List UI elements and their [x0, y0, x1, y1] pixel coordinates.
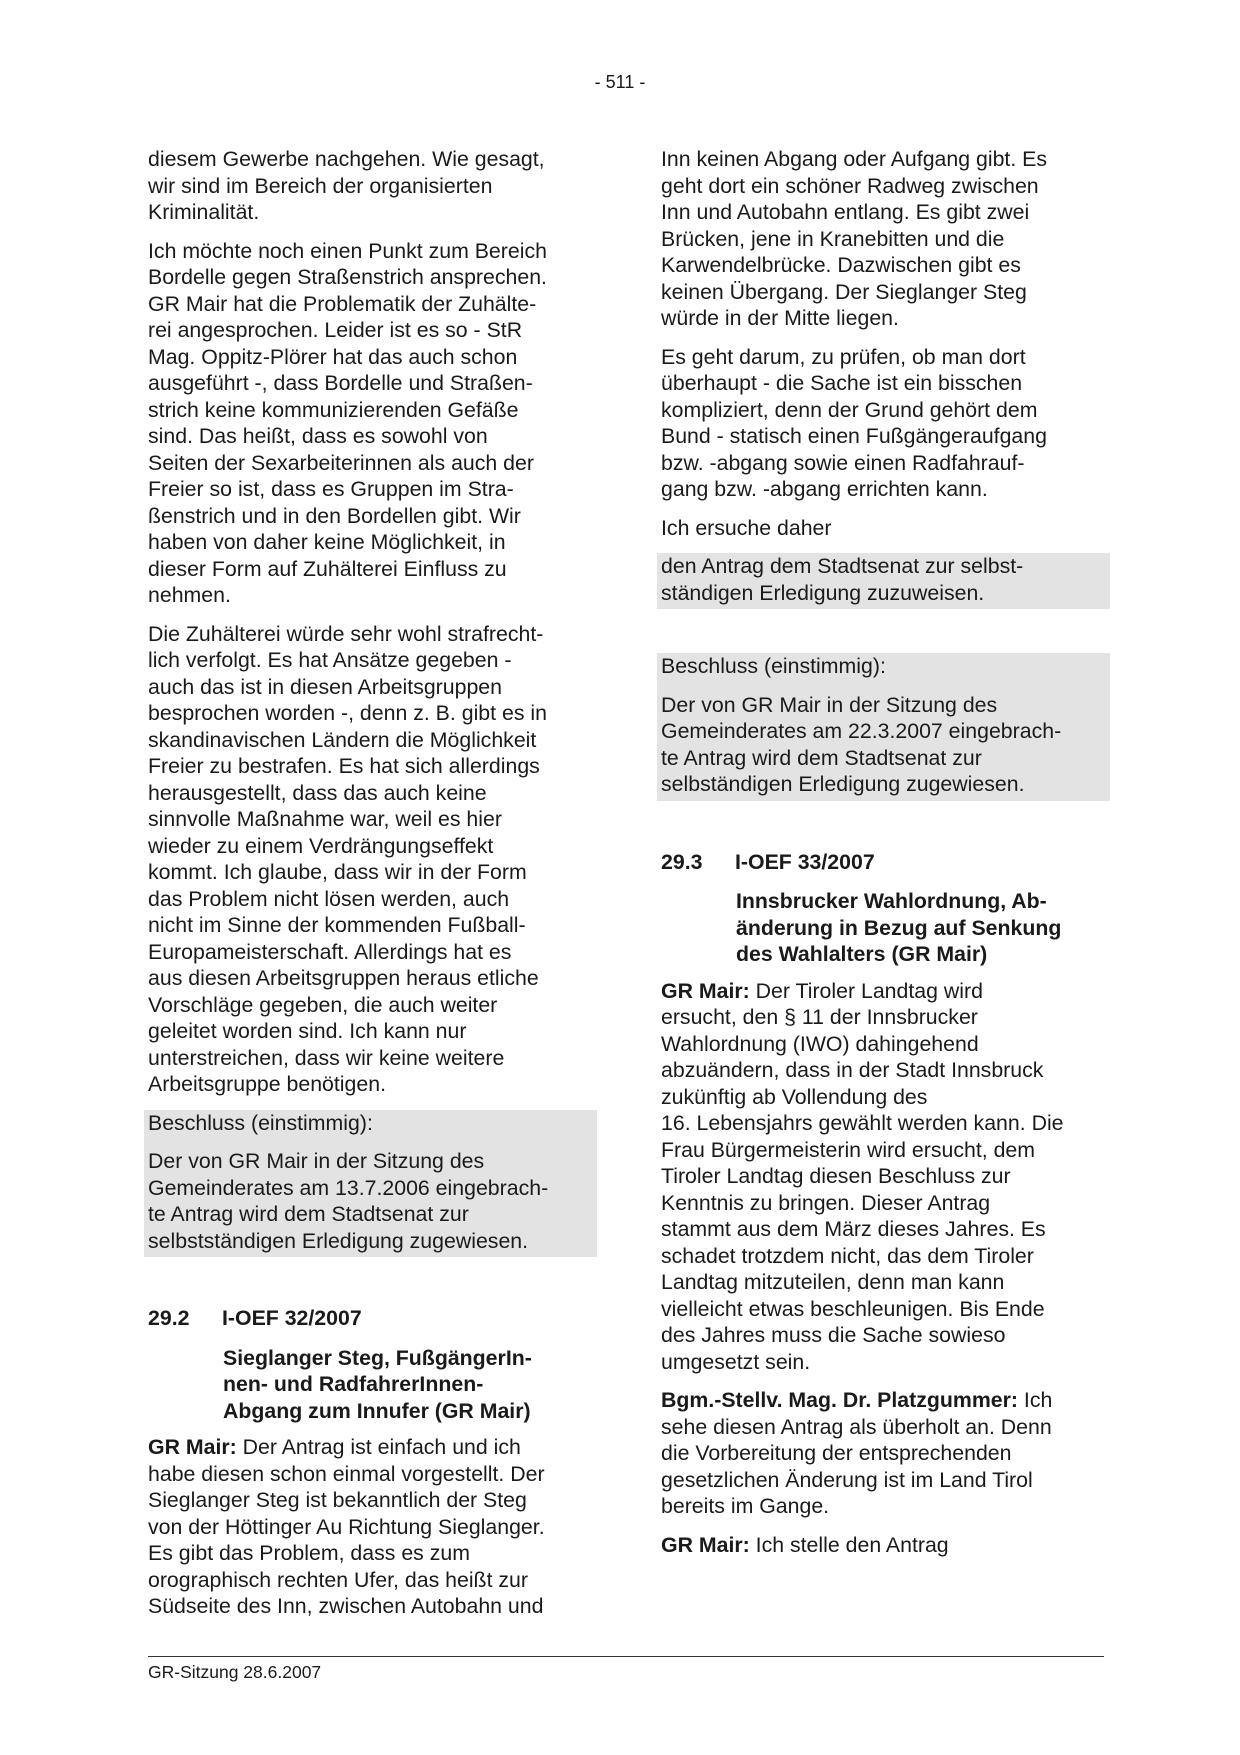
resolution-label: Beschluss (einstimmig): — [148, 1110, 373, 1135]
agenda-item-title: Innsbrucker Wahlordnung, Ab- änderung in Bezug auf Senkung des Wahlalters (GR Mair) — [736, 889, 1062, 966]
speaker-name: GR Mair: — [148, 1435, 237, 1459]
footer-text: GR-Sitzung 28.6.2007 — [148, 1662, 322, 1682]
paragraph: diesem Gewerbe nachgehen. Wie gesagt, wir sind im Bereich der organisierten Kriminalität. — [148, 147, 545, 224]
paragraph: Inn keinen Abgang oder Aufgang gibt. Es geht dort ein schöner Radweg zwischen Inn und Autobahn entlang. Es gibt zwei Brücken, jene in Kranebitten und die Karwendelbrücke. Dazwischen gibt es keinen Übergang. Der Sieglanger Steg würde in der Mitte liegen. — [661, 147, 1048, 330]
request-text: den Antrag dem Stadtsenat zur selbst- ständigen Erledigung zuzuweisen. — [661, 554, 1024, 605]
resolution-text: Der von GR Mair in der Sitzung des Gemeinderates am 22.3.2007 eingebrach- te Antrag wird dem Stadtsenat zur selbständigen Erledigung zugewiesen. — [661, 692, 1062, 796]
resolution-label: Beschluss (einstimmig): — [661, 654, 886, 678]
request-box — [657, 553, 1110, 609]
resolution-text: Der von GR Mair in der Sitzung des Gemeinderates am 13.7.2006 eingebrach- te Antrag wird dem Stadtsenat zur selbstständigen Erledigung zugewiesen. — [148, 1149, 549, 1253]
page-number: - 511 - — [594, 72, 646, 92]
resolution-box — [657, 653, 1110, 801]
speaker-name: GR Mair: — [661, 978, 750, 1003]
paragraph: Es geht darum, zu prüfen, ob man dort überhaupt - die Sache ist ein bisschen kompliziert, denn der Grund gehört dem Bund - statisch einen Fußgängeraufgang bzw. -abgang sowie einen Radfahrauf- gang bzw. -abgang errichten kann. — [661, 344, 1047, 501]
agenda-item-code: I-OEF 33/2007 — [735, 849, 875, 874]
speech-text: Der Tiroler Landtag wird ersucht, den § 11 der Innsbrucker Wahlordnung (IWO) dahingehend abzuändern, dass in der Stadt Innsbruck zukünftig ab Vollendung des 16. Lebensjahrs gewählt werden kann. Die Frau Bürgermeisterin wird ersucht, dem Tiroler Landtag diesen Beschluss zur Kenntnis zu bringen. Dieser Antrag stammt aus dem März dieses Jahres. Es schadet trotzdem nicht, das dem Tiroler Landtag mitzuteilen, denn man kann vielleicht etwas beschleunigen. Bis Ende des Jahres muss die Sache sowieso umgesetzt sein. — [661, 978, 1064, 1374]
speech-paragraph — [661, 1532, 1106, 1559]
paragraph: Die Zuhälterei würde sehr wohl strafrecht- lich verfolgt. Es hat Ansätze gegeben - auch das ist in diesen Arbeitsgruppen besprochen worden -, denn z. B. gibt es in skandinavischen Ländern die Möglichkeit Freier zu bestrafen. Es hat sich allerdings herausgestellt, dass das auch keine sinnvolle Maßnahme war, weil es hier wieder zu einem Verdrängungseffekt kommt. Ich glaube, dass wir in der Form das Problem nicht lösen werden, auch nicht im Sinne der kommenden Fußball- Europameisterschaft. Allerdings hat es aus diesen Arbeitsgruppen heraus etliche Vorschläge gegeben, die auch weiter geleitet worden sind. Ich kann nur unterstreichen, dass wir keine weitere Arbeitsgruppe benötigen. — [148, 621, 547, 1096]
footer-rule — [148, 1656, 1104, 1657]
agenda-item-title: Sieglanger Steg, FußgängerIn- nen- und RadfahrerInnen- Abgang zum Innufer (GR Mair) — [223, 1345, 532, 1423]
agenda-item-heading — [148, 1305, 593, 1332]
speech-paragraph — [661, 1387, 1106, 1520]
speaker-name: GR Mair: — [661, 1532, 750, 1557]
right-column — [661, 146, 1106, 1570]
paragraph: Ich möchte noch einen Punkt zum Bereich Bordelle gegen Straßenstrich ansprechen. GR Mair hat die Problematik der Zuhälte- rei angesprochen. Leider ist es so - StR Mag. Oppitz-Plörer hat das auch schon ausgeführt -, dass Bordelle und Straßen- strich keine kommunizierenden Gefäße sind. Das heißt, dass es sowohl von Seiten der Sexarbeiterinnen als auch der Freier so ist, dass es Gruppen im Stra- ßenstrich und in den Bordellen gibt. Wir haben von daher keine Möglichkeit, in dieser Form auf Zuhälterei Einfluss zu nehmen. — [148, 238, 547, 607]
paragraph: Ich ersuche daher — [661, 515, 832, 540]
speech-paragraph — [661, 978, 1106, 1376]
speech-text: Ich stelle den Antrag — [749, 1532, 949, 1557]
left-column — [148, 146, 593, 1632]
resolution-box — [144, 1110, 597, 1258]
speaker-name: Bgm.-Stellv. Mag. Dr. Platzgummer: — [661, 1388, 1018, 1412]
agenda-item-number: 29.2 — [148, 1306, 190, 1330]
agenda-item-heading — [661, 849, 1106, 876]
agenda-item-code: I-OEF 32/2007 — [222, 1306, 362, 1330]
agenda-item-number: 29.3 — [661, 849, 703, 874]
speech-text: Der Antrag ist einfach und ich habe diesen schon einmal vorgestellt. Der Sieglanger Steg ist bekanntlich der Steg von der Höttinger Au Richtung Sieglanger. Es gibt das Problem, dass es zum orographisch rechten Ufer, das heißt zur Südseite des Inn, zwischen Autobahn und — [148, 1435, 545, 1618]
speech-text: Ich sehe diesen Antrag als überholt an. Denn die Vorbereitung der entsprechenden gesetzlichen Änderung ist im Land Tirol bereits im Gange. — [661, 1388, 1053, 1518]
speech-paragraph — [148, 1434, 593, 1620]
